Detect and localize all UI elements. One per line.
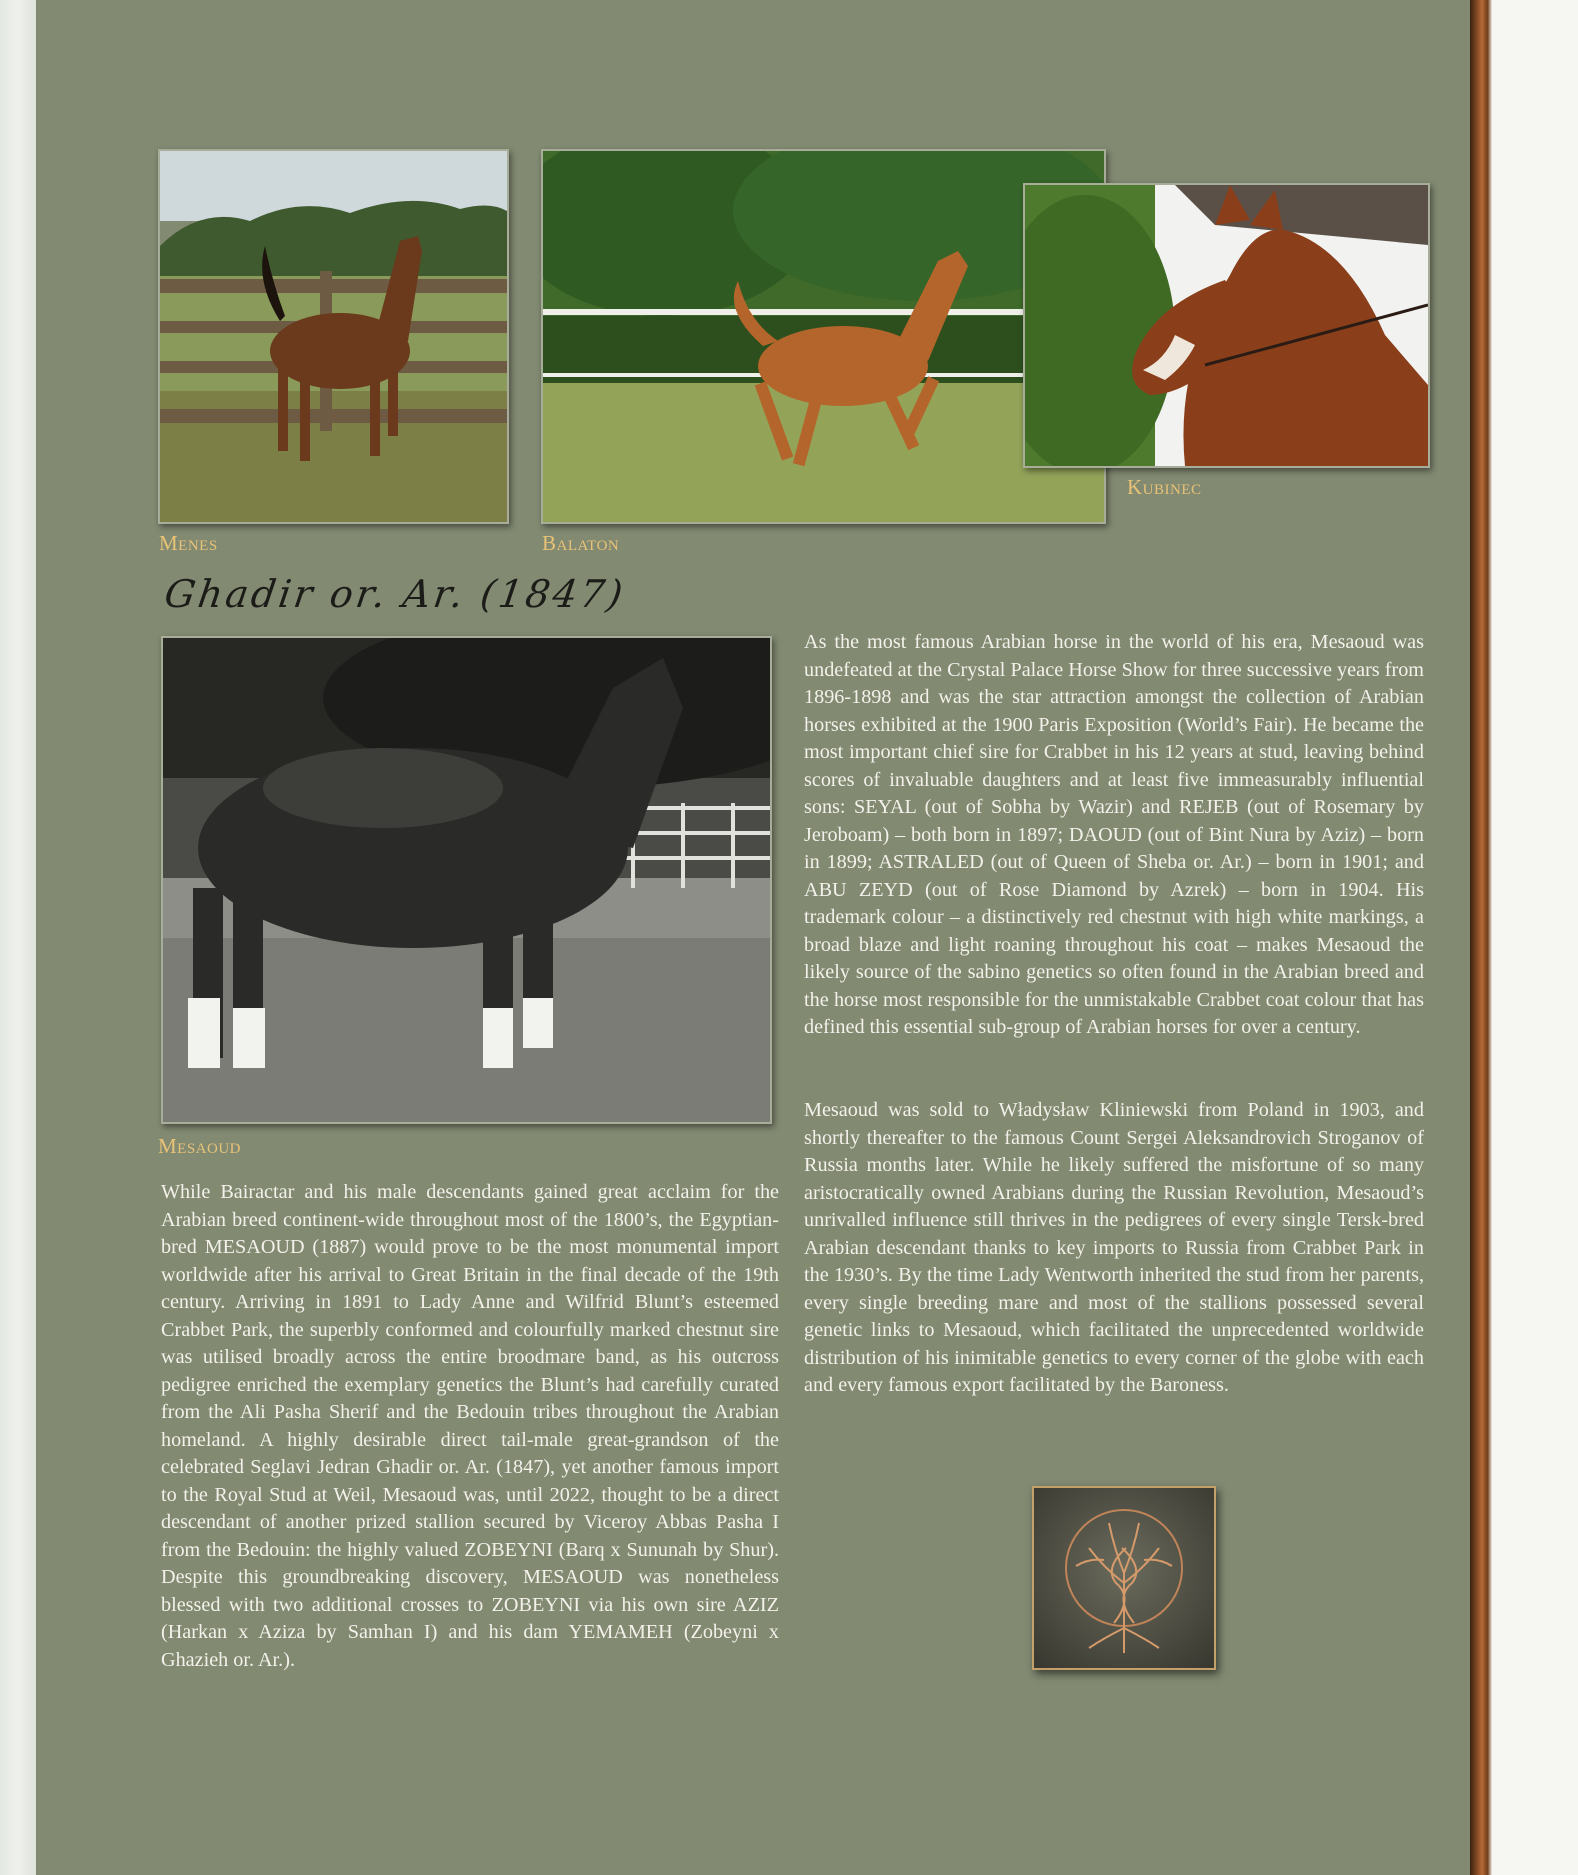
- mesaoud-photo: [161, 636, 772, 1124]
- mesaoud-caption: Mesaoud: [158, 1134, 242, 1158]
- handwritten-title: Ghadir or. Ar. (1847): [161, 572, 629, 616]
- menes-photo: [158, 149, 509, 524]
- body-paragraph-right-1: As the most famous Arabian horse in the world of his era, Mesaoud was undefeated at the Crystal Palace Horse Show for three successive years from 1896-1898 and was the star attraction amongst the collection of Arabian horses exhibited at the 1900 Paris Exposition (World’s Fair). He became the most important chief sire for Crabbet in his 12 years at stud, leaving behind scores of invaluable daughters and at least five immeasurably influential sons: SEYAL (out of Sobha by Wazir) and REJEB (out of Rosemary by Jeroboam) – both born in 1897; DAOUD (out of Bint Nura by Aziz) – born in 1899; ASTRALED (out of Queen of Sheba or. Ar.) – born in 1901; and ABU ZEYD (out of Rose Diamond by Azrek) – born in 1904. His trademark colour – a distinctively red chestnut with high white markings, a broad blaze and light roaning throughout his coat – makes Mesaoud the likely source of the sabino genetics so often found in the Arabian breed and the horse most responsible for the unmistakable Crabbet coat colour that has defined this essential sub-group of Arabian horses for over a century.: [804, 631, 1424, 1038]
- kubinec-caption: Kubinec: [1127, 475, 1202, 499]
- balaton-photo: [541, 149, 1106, 524]
- menes-caption: Menes: [159, 531, 218, 555]
- wood-border-strip: [1470, 0, 1492, 1875]
- dna-tree-icon: [1034, 1488, 1214, 1668]
- body-paragraph-right-2: Mesaoud was sold to Władysław Kliniewski from Poland in 1903, and shortly thereafter to the famous Count Sergei Aleksandrovich Stroganov of Russia months later. While he likely suffered the misfortune of so many aristocratically owned Arabians during the Russian Revolution, Mesaoud’s unrivalled influence still thrives in the pedigrees of every single Tersk-bred Arabian descendant thanks to key imports to Russia from Crabbet Park in the 1930’s. By the time Lady Wentworth inherited the stud from her parents, every single breeding mare and most of the stallions possessed several genetic links to Mesaoud, which facilitated the unprecedented worldwide distribution of his inimitable genetics to every corner of the globe with each and every famous export facilitated by the Baroness.: [804, 1099, 1424, 1396]
- body-paragraph-left: While Bairactar and his male descendants gained great acclaim for the Arabian breed continent-wide throughout most of the 1800’s, the Egyptian-bred MESAOUD (1887) would prove to be the most monumental import worldwide after his arrival to Great Britain in the final decade of the 19th century. Arriving in 1891 to Lady Anne and Wilfrid Blunt’s esteemed Crabbet Park, the superbly conformed and colourfully marked chestnut sire was utilised broadly across the entire broodmare band, as his outcross pedigree enriched the exemplary genetics the Blunt’s had carefully curated from the Ali Pasha Sherif and the Bedouin tribes throughout the Arabian homeland. A highly desirable direct tail-male great-grandson of the celebrated Seglavi Jedran Ghadir or. Ar. (1847), yet another famous import to the Royal Stud at Weil, Mesaoud was, until 2022, thought to be a direct descendant of another prized stallion secured by Viceroy Abbas Pasha I from the Bedouin: the highly valued ZOBEYNI (Barq x Sununah by Shur). Despite this groundbreaking discovery, MESAOUD was nonetheless blessed with two additional crosses to ZOBEYNI via his own sire AZIZ (Harkan x Aziza by Samhan I) and his dam YEMAMEH (Zobeyni x Ghazieh or. Ar.).: [161, 1181, 779, 1671]
- kubinec-photo: [1023, 183, 1430, 468]
- dna-tree-emblem: [1032, 1486, 1216, 1670]
- balaton-caption: Balaton: [542, 531, 620, 555]
- left-page-edge: [0, 0, 36, 1875]
- right-page-margin: [1492, 0, 1578, 1875]
